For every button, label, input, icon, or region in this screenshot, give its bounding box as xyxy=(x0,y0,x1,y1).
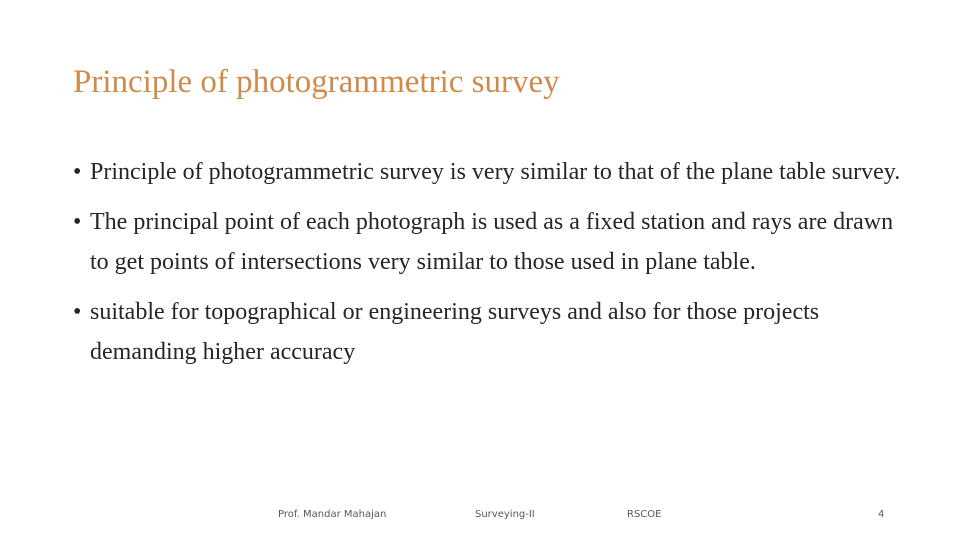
bullet-item xyxy=(73,292,903,372)
bullet-text: Principle of photogrammetric survey is very similar to that of the plane table survey. xyxy=(90,159,901,185)
bullet-item xyxy=(73,202,903,282)
bullet-list xyxy=(73,152,903,382)
bullet-text: suitable for topographical or engineering surveys and also for those projects demanding higher accuracy xyxy=(90,299,820,365)
bullet-dot-icon: • xyxy=(73,299,82,325)
bullet-item xyxy=(73,152,903,192)
bullet-dot-icon: • xyxy=(73,159,82,185)
footer-author: Prof. Mandar Mahajan xyxy=(278,509,387,520)
slide-title: Principle of photogrammetric survey xyxy=(73,64,560,100)
bullet-dot-icon: • xyxy=(73,209,82,235)
footer-organization: RSCOE xyxy=(627,509,662,520)
footer-course: Surveying-II xyxy=(475,509,535,520)
footer-page-number: 4 xyxy=(878,509,885,520)
bullet-text: The principal point of each photograph is used as a fixed station and rays are drawn to get points of intersections very similar to those used in plane table. xyxy=(90,209,894,275)
